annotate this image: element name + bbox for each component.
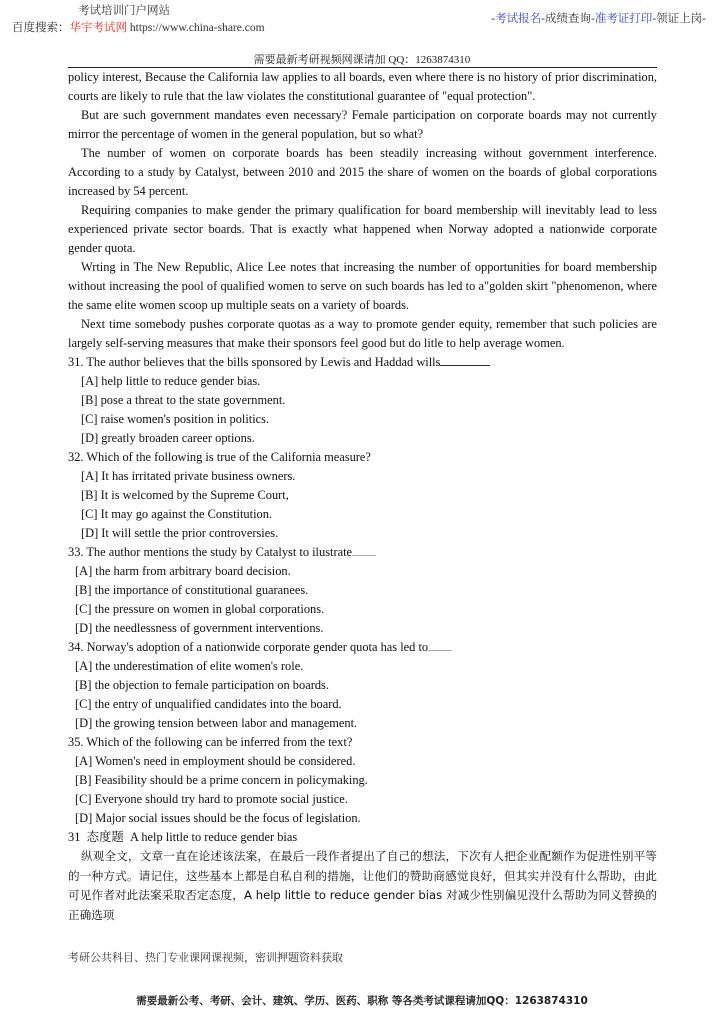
- passage-paragraph: Next time somebody pushes corporate quotas as a way to promote gender equity, remember that such policies are largely self-serving measures that make their sponsors feel good but do litle to help average women.: [68, 317, 657, 350]
- footer-note: 考研公共科目、热门专业课网课视频，密训押题资料获取: [68, 951, 343, 964]
- option-d: [D] the needlessness of government interventions.: [75, 621, 324, 635]
- question-34: [68, 638, 657, 733]
- site-title: 考试培训门户网站: [78, 5, 170, 17]
- question-stem: 32. Which of the following is true of the California measure?: [68, 450, 371, 464]
- separator: -: [702, 13, 706, 25]
- option-c: [C] the entry of unqualified candidates into the board.: [75, 697, 342, 711]
- answer-blank: [352, 554, 376, 556]
- option-d: [D] It will settle the prior controversies.: [81, 526, 279, 540]
- separator: -: [541, 13, 545, 25]
- question-35: [68, 733, 657, 828]
- option-c: [C] It may go against the Constitution.: [81, 507, 273, 521]
- question-stem: 33. The author mentions the study by Catalyst to ilustrate: [68, 543, 657, 562]
- passage-paragraph: policy interest, Because the California law applies to all boards, even where there is no history of prior discrimination, courts are likely to rule that the law violates the constitutional guarantee of "equal protection".: [68, 70, 657, 103]
- question-31: [68, 353, 657, 448]
- option-c: [C] Everyone should try hard to promote social justice.: [75, 792, 348, 806]
- answer-heading: 31 态度题 A help little to reduce gender bias: [68, 830, 298, 844]
- question-33: [68, 543, 657, 638]
- option-d: [D] Major social issues should be the focus of legislation.: [75, 811, 361, 825]
- option-d: [D] greatly broaden career options.: [81, 431, 255, 445]
- passage-paragraph: Wrting in The New Republic, Alice Lee notes that increasing the number of opportunities for board membership without increasing the pool of qualified women to serve on such boards has led to a"golden skirt "phenomenon, where the same elite women scoop up multiple seats on a variety of boards.: [68, 260, 657, 312]
- passage-paragraph: Requiring companies to make gender the primary qualification for board membership will inevitably lead to less experienced private sector boards. That is exactly what happened when Norway adopted a nationwide corporate gender quota.: [68, 203, 657, 255]
- option-b: [B] Feasibility should be a prime concern in policymaking.: [75, 773, 368, 787]
- separator: -: [491, 13, 496, 25]
- separator: -: [590, 13, 595, 25]
- option-a: [A] the harm from arbitrary board decision.: [75, 564, 291, 578]
- link-score-query[interactable]: 成绩查询: [544, 13, 591, 25]
- separator: -: [652, 13, 657, 25]
- option-a: [A] Women's need in employment should be considered.: [75, 754, 356, 768]
- search-hint: [12, 19, 265, 35]
- option-a: [A] It has irritated private business owners.: [81, 469, 296, 483]
- header-banner: 需要最新考研视频网课请加 QQ：1263874310: [253, 54, 471, 66]
- question-stem: 34. Norway's adoption of a nationwide corporate gender quota has led to: [68, 638, 657, 657]
- question-stem: 31. The author believes that the bills sponsored by Lewis and Haddad wills: [68, 353, 657, 372]
- answer-explanation: 纵观全文，文章一直在论述该法案，在最后一段作者提出了自己的想法，下次有人把企业配额作为促进性别平等的一种方式。请记住，这些基本上都是自私自利的措施，让他们的赞助商感觉良好，但其实并没有什么帮助，由此可见作者对此法案采取否定态度，A help little to reduce gender bias 对减少性别偏见没什么帮助为同义替换的正确选项: [68, 849, 657, 922]
- answer-blank: [428, 649, 452, 651]
- option-b: [B] the objection to female participation on boards.: [75, 678, 329, 692]
- option-b: [B] It is welcomed by the Supreme Court,: [81, 488, 289, 502]
- brand-link[interactable]: 华宇考试网: [69, 22, 127, 34]
- answer-blank: [440, 364, 490, 366]
- link-exam-registration[interactable]: 考试报名: [495, 13, 542, 25]
- passage-paragraph: But are such government mandates even necessary? Female participation on corporate boards may not currently mirror the percentage of women in the general population, but so what?: [68, 108, 657, 141]
- option-a: [A] the underestimation of elite women's role.: [75, 659, 304, 673]
- option-d: [D] the growing tension between labor and management.: [75, 716, 358, 730]
- link-admission-ticket[interactable]: 准考证打印: [594, 13, 653, 25]
- document-body: [68, 68, 657, 925]
- link-certificate[interactable]: 领证上岗: [656, 13, 703, 25]
- option-c: [C] the pressure on women in global corporations.: [75, 602, 325, 616]
- question-stem: 35. Which of the following can be inferred from the text?: [68, 735, 353, 749]
- option-c: [C] raise women's position in politics.: [81, 412, 270, 426]
- option-a: [A] help little to reduce gender bias.: [81, 374, 261, 388]
- question-32: [68, 448, 657, 543]
- option-b: [B] the importance of constitutional guaranees.: [75, 583, 309, 597]
- footer-contact: 需要最新公考、考研、会计、建筑、学历、医药、职称 等各类考试课程请加QQ：1263874310: [136, 995, 588, 1007]
- search-label: 百度搜索：: [12, 22, 70, 34]
- site-url[interactable]: https://www.china-share.com: [129, 22, 265, 34]
- passage-paragraph: The number of women on corporate boards has been steadily increasing without government interference. According to a study by Catalyst, between 2010 and 2015 the share of women on the boards of global corporations increased by 54 percent.: [68, 146, 657, 198]
- option-b: [B] pose a threat to the state government.: [81, 393, 286, 407]
- header-links: [491, 10, 706, 26]
